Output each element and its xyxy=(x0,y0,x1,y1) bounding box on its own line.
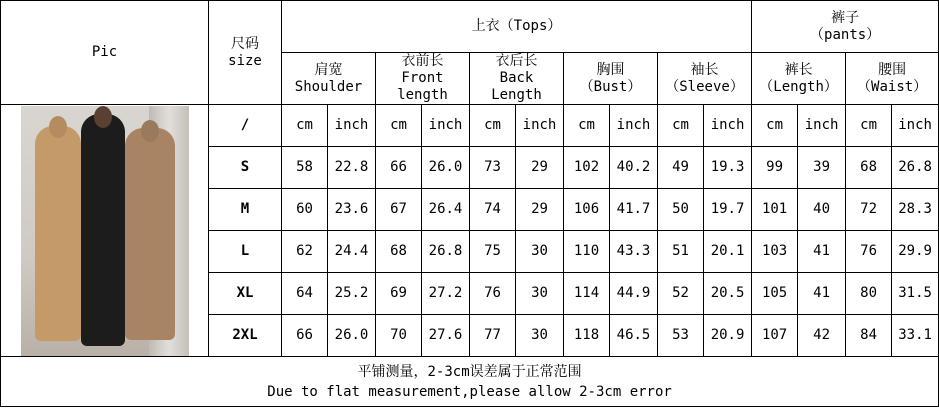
value-cell: 114 xyxy=(564,273,610,315)
product-photo xyxy=(21,106,189,356)
unit-cell: cm xyxy=(846,105,892,147)
value-cell: 24.4 xyxy=(328,231,376,273)
value-cell: 33.1 xyxy=(892,315,939,357)
unit-cell: cm xyxy=(282,105,328,147)
model-head xyxy=(49,116,67,138)
value-cell: 70 xyxy=(376,315,422,357)
value-cell: 76 xyxy=(470,273,516,315)
value-cell: 106 xyxy=(564,189,610,231)
value-cell: 23.6 xyxy=(328,189,376,231)
value-cell: 68 xyxy=(376,231,422,273)
value-cell: 118 xyxy=(564,315,610,357)
measurement-note xyxy=(1,357,939,407)
value-cell: 26.8 xyxy=(892,147,939,189)
tops-header: 上衣（Tops） xyxy=(282,1,752,53)
value-cell: 72 xyxy=(846,189,892,231)
value-cell: 62 xyxy=(282,231,328,273)
value-cell: 43.3 xyxy=(610,231,658,273)
value-cell: 80 xyxy=(846,273,892,315)
value-cell: 49 xyxy=(658,147,704,189)
size-header: 尺码 size xyxy=(209,1,282,105)
value-cell: 110 xyxy=(564,231,610,273)
value-cell: 31.5 xyxy=(892,273,939,315)
value-cell: 67 xyxy=(376,189,422,231)
unit-cell: cm xyxy=(376,105,422,147)
value-cell: 29.9 xyxy=(892,231,939,273)
sleeve-header: 袖长 （Sleeve） xyxy=(658,53,752,105)
value-cell: 19.3 xyxy=(704,147,752,189)
unit-cell: cm xyxy=(470,105,516,147)
pants-length-header: 裤长 （Length） xyxy=(752,53,846,105)
model-head xyxy=(141,120,159,142)
value-cell: 74 xyxy=(470,189,516,231)
value-cell: 30 xyxy=(516,273,564,315)
value-cell: 22.8 xyxy=(328,147,376,189)
value-cell: 68 xyxy=(846,147,892,189)
model-figure-beige xyxy=(35,126,81,341)
pants-header: 裤子 （pants） xyxy=(752,1,939,53)
value-cell: 46.5 xyxy=(610,315,658,357)
unit-cell: inch xyxy=(704,105,752,147)
value-cell: 29 xyxy=(516,147,564,189)
value-cell: 26.4 xyxy=(422,189,470,231)
value-cell: 19.7 xyxy=(704,189,752,231)
value-cell: 41.7 xyxy=(610,189,658,231)
value-cell: 102 xyxy=(564,147,610,189)
value-cell: 105 xyxy=(752,273,798,315)
value-cell: 20.9 xyxy=(704,315,752,357)
value-cell: 25.2 xyxy=(328,273,376,315)
bust-header: 胸围 （Bust） xyxy=(564,53,658,105)
value-cell: 20.5 xyxy=(704,273,752,315)
value-cell: 77 xyxy=(470,315,516,357)
unit-cell: inch xyxy=(610,105,658,147)
value-cell: 20.1 xyxy=(704,231,752,273)
size-label: L xyxy=(209,231,282,273)
value-cell: 99 xyxy=(752,147,798,189)
value-cell: 26.0 xyxy=(422,147,470,189)
value-cell: 26.8 xyxy=(422,231,470,273)
shoulder-header: 肩宽 Shoulder xyxy=(282,53,376,105)
pic-header: Pic xyxy=(1,1,209,105)
value-cell: 101 xyxy=(752,189,798,231)
value-cell: 44.9 xyxy=(610,273,658,315)
value-cell: 76 xyxy=(846,231,892,273)
model-figure-brown xyxy=(125,128,175,340)
size-label: 2XL xyxy=(209,315,282,357)
value-cell: 40.2 xyxy=(610,147,658,189)
note-chinese: 平铺测量，2-3cm误差属于正常范围 xyxy=(357,363,582,380)
unit-row-size: / xyxy=(209,105,282,147)
value-cell: 58 xyxy=(282,147,328,189)
size-label: XL xyxy=(209,273,282,315)
value-cell: 42 xyxy=(798,315,846,357)
unit-cell: inch xyxy=(798,105,846,147)
value-cell: 66 xyxy=(282,315,328,357)
value-cell: 29 xyxy=(516,189,564,231)
value-cell: 41 xyxy=(798,273,846,315)
value-cell: 50 xyxy=(658,189,704,231)
value-cell: 40 xyxy=(798,189,846,231)
value-cell: 107 xyxy=(752,315,798,357)
value-cell: 27.6 xyxy=(422,315,470,357)
size-label: M xyxy=(209,189,282,231)
front-length-header: 衣前长 Front length xyxy=(376,53,470,105)
value-cell: 73 xyxy=(470,147,516,189)
back-length-header: 衣后长 Back Length xyxy=(470,53,564,105)
unit-cell: cm xyxy=(658,105,704,147)
value-cell: 103 xyxy=(752,231,798,273)
unit-cell: cm xyxy=(752,105,798,147)
unit-cell: cm xyxy=(564,105,610,147)
value-cell: 30 xyxy=(516,231,564,273)
waist-header: 腰围 （Waist） xyxy=(846,53,939,105)
unit-cell: inch xyxy=(516,105,564,147)
value-cell: 27.2 xyxy=(422,273,470,315)
unit-cell: inch xyxy=(892,105,939,147)
value-cell: 69 xyxy=(376,273,422,315)
value-cell: 53 xyxy=(658,315,704,357)
note-english: Due to flat measurement,please allow 2-3cm error xyxy=(267,383,672,400)
value-cell: 26.0 xyxy=(328,315,376,357)
unit-cell: inch xyxy=(328,105,376,147)
value-cell: 66 xyxy=(376,147,422,189)
value-cell: 52 xyxy=(658,273,704,315)
value-cell: 39 xyxy=(798,147,846,189)
value-cell: 51 xyxy=(658,231,704,273)
value-cell: 64 xyxy=(282,273,328,315)
model-head xyxy=(94,106,112,128)
value-cell: 84 xyxy=(846,315,892,357)
size-label: S xyxy=(209,147,282,189)
model-figure-black xyxy=(81,114,125,346)
value-cell: 30 xyxy=(516,315,564,357)
value-cell: 28.3 xyxy=(892,189,939,231)
unit-cell: inch xyxy=(422,105,470,147)
value-cell: 60 xyxy=(282,189,328,231)
value-cell: 75 xyxy=(470,231,516,273)
value-cell: 41 xyxy=(798,231,846,273)
product-photo-cell xyxy=(1,105,209,357)
